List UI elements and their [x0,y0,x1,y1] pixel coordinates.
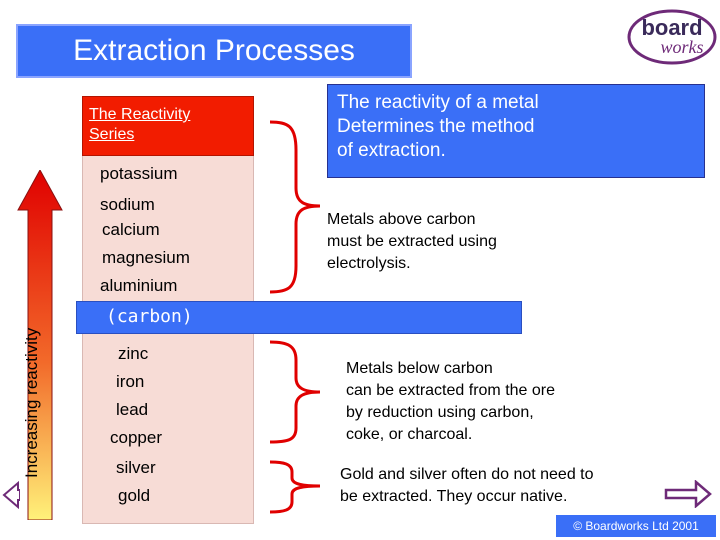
note-below-line-3: by reduction using carbon, [346,404,534,421]
logo-text-works: works [660,37,704,57]
note-native [340,464,594,508]
metal-zinc: zinc [118,344,149,363]
metal-aluminium: aluminium [100,276,178,295]
reactivity-series-header [82,96,254,156]
logo-text-board: board [641,15,703,40]
copyright-footer [556,515,716,537]
note-below-line-4: coke, or charcoal. [346,426,473,443]
metal-potassium: potassium [100,164,178,183]
metal-magnesium: magnesium [102,248,190,267]
note-above-line-2: must be extracted using [327,233,497,250]
note-below-line-2: can be extracted from the ore [346,382,555,399]
brace-above-carbon [266,110,326,302]
note-below-line-1: Metals below carbon [346,360,493,377]
header-line-2: Series [89,126,135,143]
slide-title [16,24,412,78]
metal-copper: copper [110,428,162,447]
brace-native [266,458,326,514]
extraction-info-box [327,84,705,178]
note-above-carbon [327,209,497,275]
info-line-1: The reactivity of a metal [337,92,539,113]
note-above-line-3: electrolysis. [327,255,411,272]
copyright-text: © Boardworks Ltd 2001 [573,519,699,533]
note-native-line-2: be extracted. They occur native. [340,488,568,505]
slide-title-text: Extraction Processes [73,34,355,67]
metal-calcium: calcium [102,220,160,239]
brace-below-carbon [266,336,326,448]
header-line-1: The Reactivity [89,106,191,123]
info-line-3: of extraction. [337,140,446,161]
metal-iron: iron [116,372,145,391]
note-native-line-1: Gold and silver often do not need to [340,466,594,483]
right-arrow-icon[interactable] [664,480,712,508]
metal-lead: lead [116,400,149,419]
boardworks-logo [626,8,718,66]
metal-gold: gold [118,486,151,505]
metal-silver: silver [116,458,156,477]
left-arrow-icon[interactable] [0,480,20,510]
info-line-2: Determines the method [337,116,535,137]
note-above-line-1: Metals above carbon [327,211,476,228]
note-below-carbon [346,358,555,446]
metal-sodium: sodium [100,195,155,214]
carbon-label: (carbon) [106,306,193,327]
